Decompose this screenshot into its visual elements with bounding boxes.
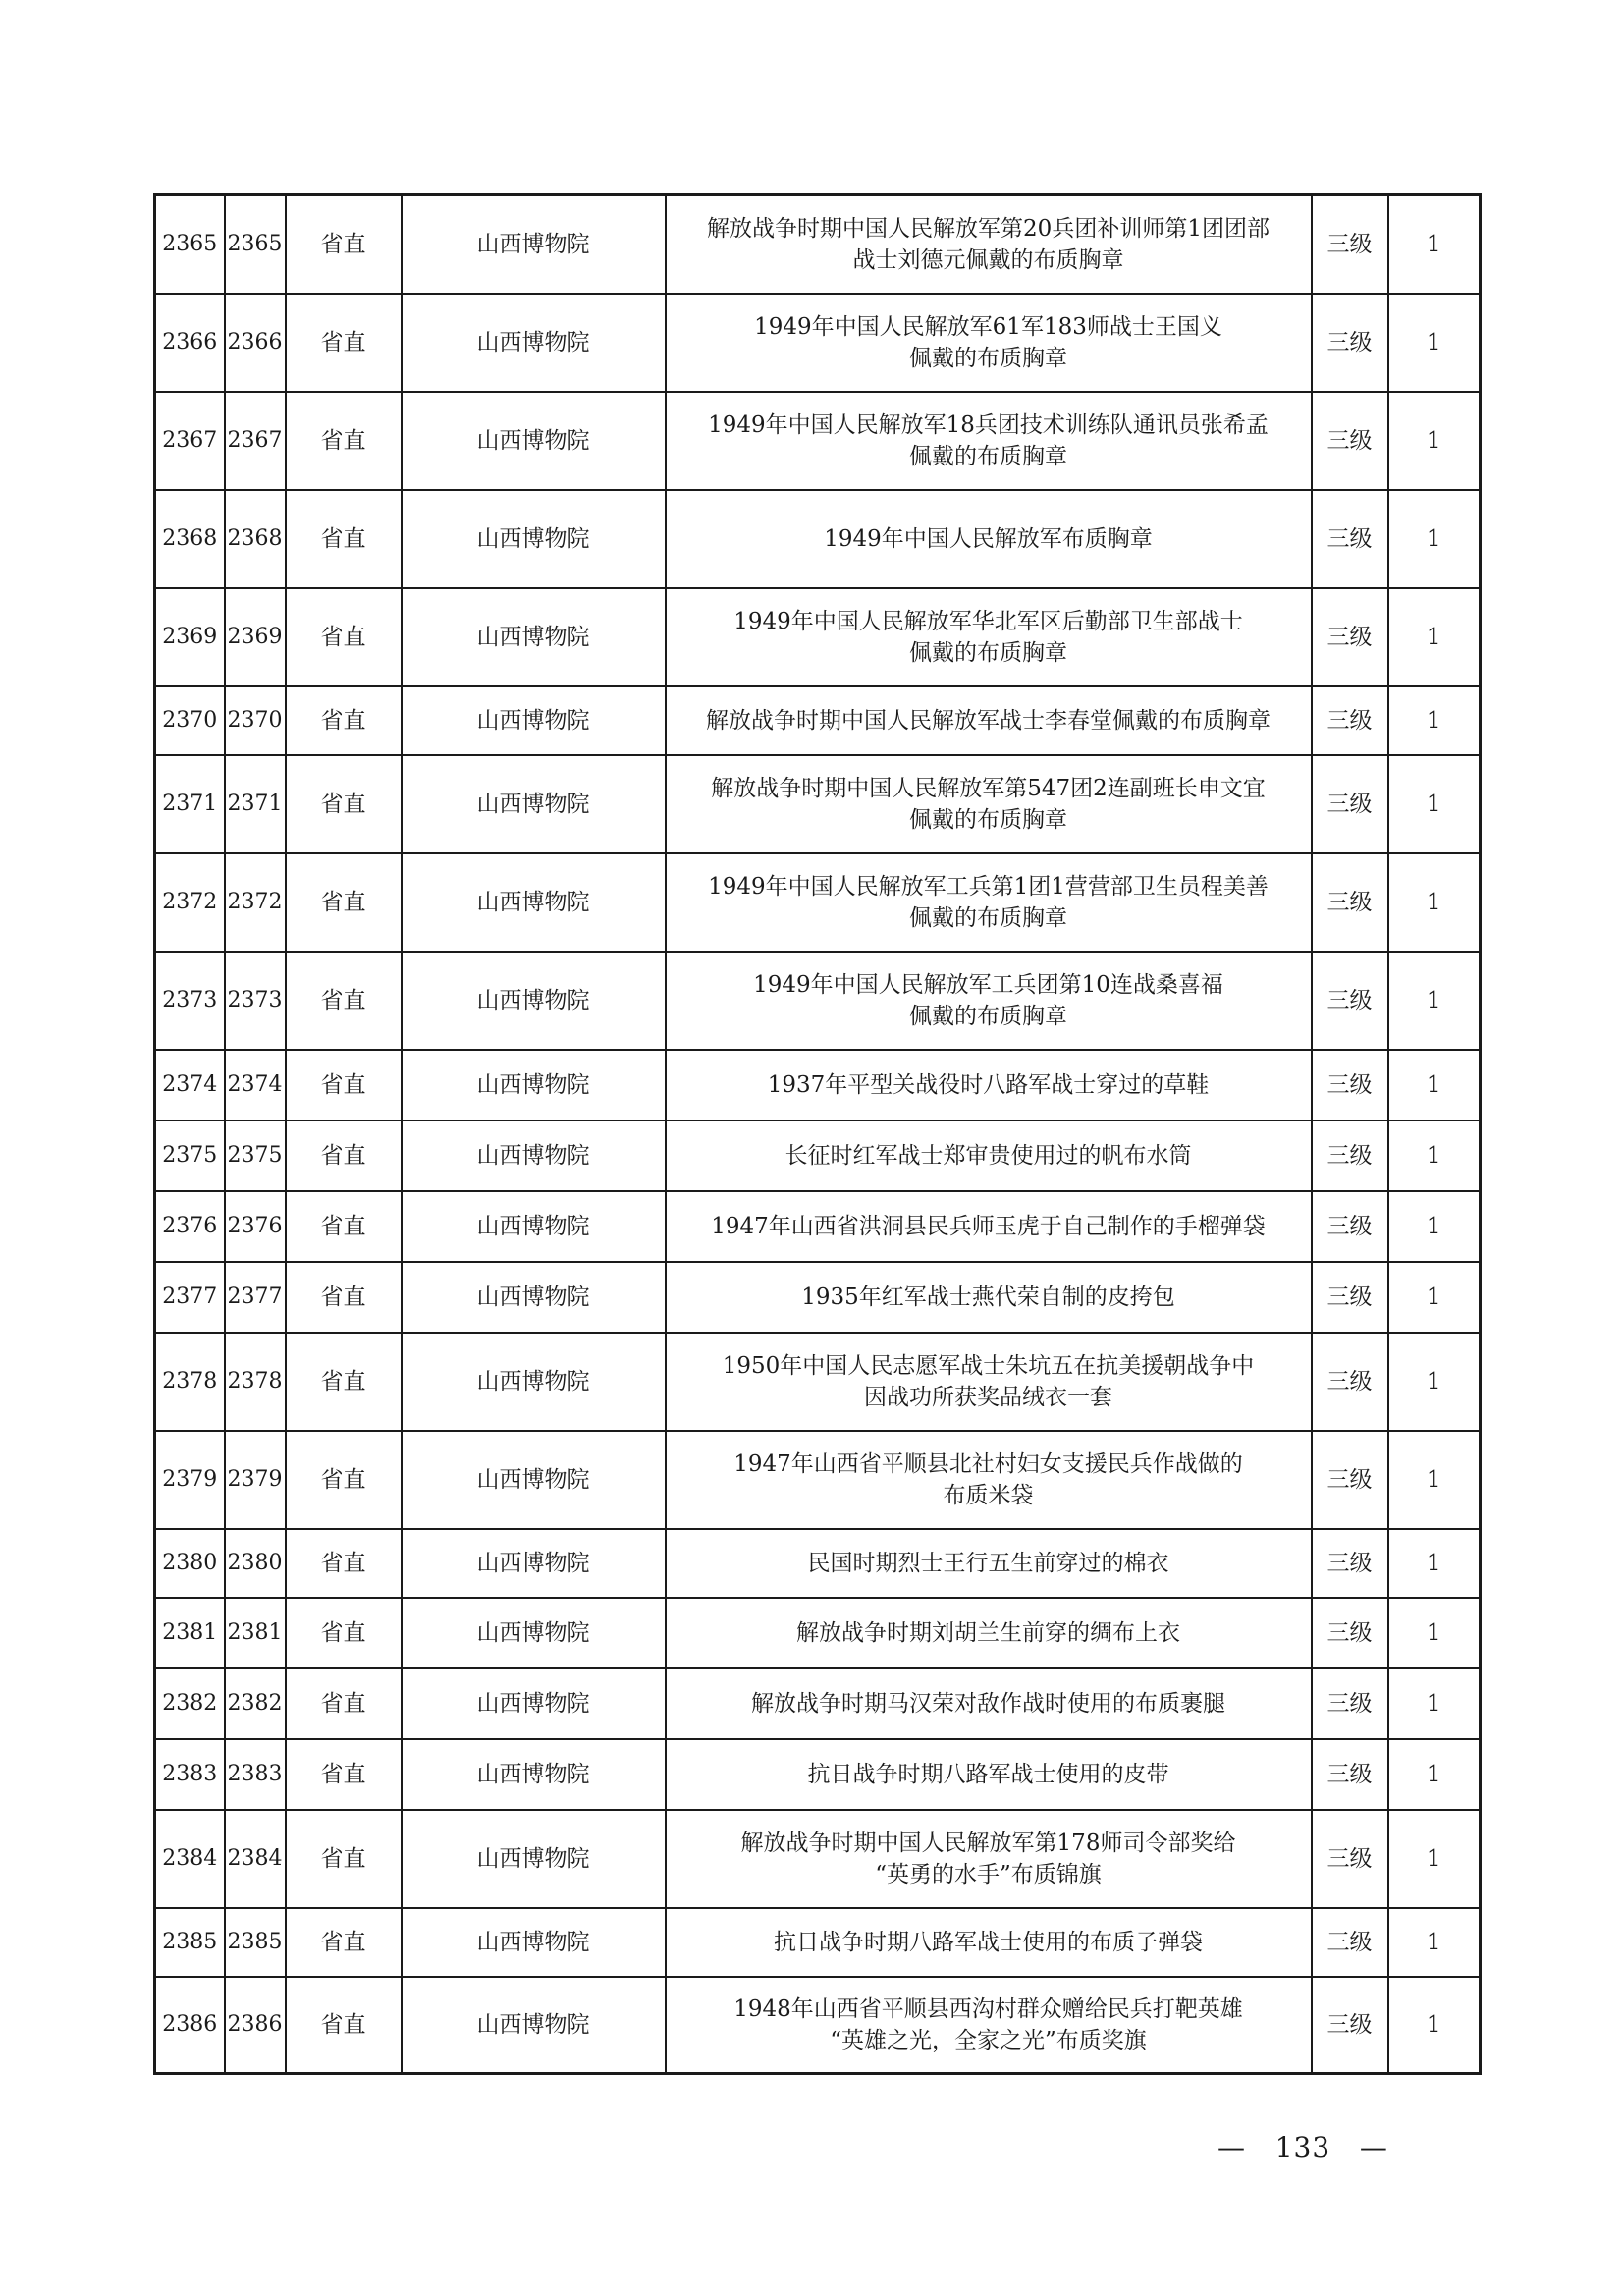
table-row bbox=[155, 392, 1481, 490]
footer-dash-right: — bbox=[1359, 2131, 1388, 2163]
table-row bbox=[155, 853, 1481, 952]
table-row bbox=[155, 1262, 1481, 1333]
table-row bbox=[155, 490, 1481, 588]
grade-cell: 三级 bbox=[1312, 490, 1388, 588]
relic-name-line: 解放战争时期中国人民解放军战士李春堂佩戴的布质胸章 bbox=[706, 708, 1271, 734]
holding-unit-cell: 山西博物院 bbox=[402, 490, 666, 588]
item-number-cell: 2384 bbox=[225, 1810, 286, 1908]
relic-name-cell bbox=[666, 1262, 1312, 1333]
holding-unit-cell: 山西博物院 bbox=[402, 1333, 666, 1431]
relic-register-sheet bbox=[153, 193, 1479, 2075]
table-row bbox=[155, 1121, 1481, 1191]
region-cell: 省直 bbox=[286, 1262, 402, 1333]
quantity-cell: 1 bbox=[1388, 1668, 1481, 1739]
holding-unit-cell: 山西博物院 bbox=[402, 294, 666, 392]
region-cell: 省直 bbox=[286, 1050, 402, 1121]
relic-name-cell bbox=[666, 1333, 1312, 1431]
holding-unit-cell: 山西博物院 bbox=[402, 952, 666, 1050]
region-cell: 省直 bbox=[286, 490, 402, 588]
relic-name-cell bbox=[666, 1810, 1312, 1908]
grade-cell: 三级 bbox=[1312, 755, 1388, 853]
relic-name-line: 佩戴的布质胸章 bbox=[909, 346, 1067, 371]
relic-name-cell bbox=[666, 1739, 1312, 1810]
table-row bbox=[155, 686, 1481, 755]
region-cell: 省直 bbox=[286, 1598, 402, 1668]
grade-cell: 三级 bbox=[1312, 195, 1388, 295]
grade-cell: 三级 bbox=[1312, 588, 1388, 686]
item-number-cell: 2365 bbox=[225, 195, 286, 295]
quantity-cell: 1 bbox=[1388, 686, 1481, 755]
seq-cell: 2382 bbox=[155, 1668, 225, 1739]
relic-name-line: 因战功所获奖品绒衣一套 bbox=[864, 1385, 1112, 1410]
seq-cell: 2379 bbox=[155, 1431, 225, 1529]
region-cell: 省直 bbox=[286, 1529, 402, 1598]
table-row bbox=[155, 588, 1481, 686]
grade-cell: 三级 bbox=[1312, 1262, 1388, 1333]
quantity-cell: 1 bbox=[1388, 952, 1481, 1050]
relic-name-cell bbox=[666, 1191, 1312, 1262]
relic-name-line: 解放战争时期中国人民解放军第178师司令部奖给 bbox=[740, 1831, 1236, 1856]
table-row bbox=[155, 1810, 1481, 1908]
region-cell: 省直 bbox=[286, 686, 402, 755]
region-cell: 省直 bbox=[286, 1121, 402, 1191]
grade-cell: 三级 bbox=[1312, 1598, 1388, 1668]
holding-unit-cell: 山西博物院 bbox=[402, 1050, 666, 1121]
quantity-cell: 1 bbox=[1388, 588, 1481, 686]
table-row bbox=[155, 1191, 1481, 1262]
item-number-cell: 2376 bbox=[225, 1191, 286, 1262]
page-footer bbox=[1217, 2131, 1388, 2163]
grade-cell: 三级 bbox=[1312, 952, 1388, 1050]
relic-name-cell bbox=[666, 952, 1312, 1050]
holding-unit-cell: 山西博物院 bbox=[402, 1431, 666, 1529]
quantity-cell: 1 bbox=[1388, 490, 1481, 588]
relic-name-line: 佩戴的布质胸章 bbox=[909, 640, 1067, 666]
holding-unit-cell: 山西博物院 bbox=[402, 755, 666, 853]
seq-cell: 2386 bbox=[155, 1977, 225, 2074]
relic-name-line: 1949年中国人民解放军布质胸章 bbox=[824, 526, 1153, 552]
holding-unit-cell: 山西博物院 bbox=[402, 1529, 666, 1598]
holding-unit-cell: 山西博物院 bbox=[402, 1810, 666, 1908]
quantity-cell: 1 bbox=[1388, 1598, 1481, 1668]
quantity-cell: 1 bbox=[1388, 1529, 1481, 1598]
seq-cell: 2377 bbox=[155, 1262, 225, 1333]
table-row bbox=[155, 1050, 1481, 1121]
table-row bbox=[155, 1598, 1481, 1668]
holding-unit-cell: 山西博物院 bbox=[402, 1262, 666, 1333]
region-cell: 省直 bbox=[286, 853, 402, 952]
holding-unit-cell: 山西博物院 bbox=[402, 1739, 666, 1810]
table-row bbox=[155, 1908, 1481, 1977]
grade-cell: 三级 bbox=[1312, 294, 1388, 392]
seq-cell: 2385 bbox=[155, 1908, 225, 1977]
relic-name-line: 佩戴的布质胸章 bbox=[909, 807, 1067, 833]
quantity-cell: 1 bbox=[1388, 1431, 1481, 1529]
relic-name-line: 佩戴的布质胸章 bbox=[909, 444, 1067, 469]
table-row bbox=[155, 195, 1481, 295]
item-number-cell: 2370 bbox=[225, 686, 286, 755]
region-cell: 省直 bbox=[286, 952, 402, 1050]
region-cell: 省直 bbox=[286, 1191, 402, 1262]
seq-cell: 2365 bbox=[155, 195, 225, 295]
relic-name-line: 佩戴的布质胸章 bbox=[909, 905, 1067, 931]
relic-table bbox=[153, 193, 1482, 2075]
seq-cell: 2375 bbox=[155, 1121, 225, 1191]
item-number-cell: 2368 bbox=[225, 490, 286, 588]
region-cell: 省直 bbox=[286, 1739, 402, 1810]
holding-unit-cell: 山西博物院 bbox=[402, 588, 666, 686]
relic-name-cell bbox=[666, 195, 1312, 295]
item-number-cell: 2378 bbox=[225, 1333, 286, 1431]
seq-cell: 2383 bbox=[155, 1739, 225, 1810]
relic-name-line: 佩戴的布质胸章 bbox=[909, 1004, 1067, 1029]
relic-name-cell bbox=[666, 1908, 1312, 1977]
region-cell: 省直 bbox=[286, 392, 402, 490]
relic-name-line: 布质米袋 bbox=[943, 1483, 1034, 1508]
region-cell: 省直 bbox=[286, 195, 402, 295]
relic-name-line: 解放战争时期马汉荣对敌作战时使用的布质裹腿 bbox=[751, 1691, 1225, 1717]
quantity-cell: 1 bbox=[1388, 1908, 1481, 1977]
table-row bbox=[155, 1333, 1481, 1431]
item-number-cell: 2379 bbox=[225, 1431, 286, 1529]
seq-cell: 2374 bbox=[155, 1050, 225, 1121]
relic-name-cell bbox=[666, 490, 1312, 588]
holding-unit-cell: 山西博物院 bbox=[402, 392, 666, 490]
relic-name-line: 民国时期烈士王行五生前穿过的棉衣 bbox=[807, 1551, 1169, 1576]
item-number-cell: 2377 bbox=[225, 1262, 286, 1333]
item-number-cell: 2382 bbox=[225, 1668, 286, 1739]
quantity-cell: 1 bbox=[1388, 294, 1481, 392]
seq-cell: 2372 bbox=[155, 853, 225, 952]
relic-name-line: 抗日战争时期八路军战士使用的皮带 bbox=[807, 1762, 1169, 1787]
relic-name-cell bbox=[666, 686, 1312, 755]
quantity-cell: 1 bbox=[1388, 1810, 1481, 1908]
relic-name-cell bbox=[666, 294, 1312, 392]
region-cell: 省直 bbox=[286, 294, 402, 392]
table-row bbox=[155, 755, 1481, 853]
relic-name-line: 1949年中国人民解放军华北军区后勤部卫生部战士 bbox=[733, 609, 1243, 634]
holding-unit-cell: 山西博物院 bbox=[402, 1191, 666, 1262]
seq-cell: 2384 bbox=[155, 1810, 225, 1908]
region-cell: 省直 bbox=[286, 588, 402, 686]
relic-name-line: 抗日战争时期八路军战士使用的布质子弹袋 bbox=[774, 1930, 1203, 1955]
item-number-cell: 2366 bbox=[225, 294, 286, 392]
item-number-cell: 2371 bbox=[225, 755, 286, 853]
quantity-cell: 1 bbox=[1388, 1262, 1481, 1333]
grade-cell: 三级 bbox=[1312, 1050, 1388, 1121]
quantity-cell: 1 bbox=[1388, 853, 1481, 952]
grade-cell: 三级 bbox=[1312, 686, 1388, 755]
grade-cell: 三级 bbox=[1312, 1431, 1388, 1529]
grade-cell: 三级 bbox=[1312, 1121, 1388, 1191]
quantity-cell: 1 bbox=[1388, 1739, 1481, 1810]
seq-cell: 2370 bbox=[155, 686, 225, 755]
table-row bbox=[155, 1668, 1481, 1739]
region-cell: 省直 bbox=[286, 1977, 402, 2074]
relic-name-cell bbox=[666, 1121, 1312, 1191]
item-number-cell: 2373 bbox=[225, 952, 286, 1050]
seq-cell: 2373 bbox=[155, 952, 225, 1050]
relic-name-line: 1949年中国人民解放军61军183师战士王国义 bbox=[754, 314, 1222, 340]
seq-cell: 2369 bbox=[155, 588, 225, 686]
grade-cell: 三级 bbox=[1312, 1333, 1388, 1431]
seq-cell: 2366 bbox=[155, 294, 225, 392]
relic-name-cell bbox=[666, 1977, 1312, 2074]
quantity-cell: 1 bbox=[1388, 1191, 1481, 1262]
relic-name-cell bbox=[666, 1529, 1312, 1598]
item-number-cell: 2383 bbox=[225, 1739, 286, 1810]
region-cell: 省直 bbox=[286, 1908, 402, 1977]
relic-name-line: 1947年山西省平顺县北社村妇女支援民兵作战做的 bbox=[733, 1451, 1243, 1477]
seq-cell: 2367 bbox=[155, 392, 225, 490]
relic-name-line: 解放战争时期中国人民解放军第547团2连副班长申文宜 bbox=[711, 776, 1266, 801]
holding-unit-cell: 山西博物院 bbox=[402, 1598, 666, 1668]
table-row bbox=[155, 294, 1481, 392]
grade-cell: 三级 bbox=[1312, 392, 1388, 490]
relic-name-cell bbox=[666, 1431, 1312, 1529]
footer-dash-left: — bbox=[1217, 2131, 1246, 2163]
holding-unit-cell: 山西博物院 bbox=[402, 853, 666, 952]
quantity-cell: 1 bbox=[1388, 392, 1481, 490]
region-cell: 省直 bbox=[286, 1668, 402, 1739]
grade-cell: 三级 bbox=[1312, 1668, 1388, 1739]
seq-cell: 2376 bbox=[155, 1191, 225, 1262]
holding-unit-cell: 山西博物院 bbox=[402, 1977, 666, 2074]
relic-name-line: 战士刘德元佩戴的布质胸章 bbox=[852, 247, 1124, 273]
table-row bbox=[155, 1977, 1481, 2074]
region-cell: 省直 bbox=[286, 1431, 402, 1529]
seq-cell: 2378 bbox=[155, 1333, 225, 1431]
grade-cell: 三级 bbox=[1312, 1810, 1388, 1908]
relic-name-cell bbox=[666, 588, 1312, 686]
item-number-cell: 2381 bbox=[225, 1598, 286, 1668]
relic-name-line: 解放战争时期刘胡兰生前穿的绸布上衣 bbox=[796, 1620, 1180, 1646]
relic-name-line: 1948年山西省平顺县西沟村群众赠给民兵打靶英雄 bbox=[733, 1996, 1243, 2022]
relic-name-cell bbox=[666, 755, 1312, 853]
relic-name-line: “英雄之光，全家之光”布质奖旗 bbox=[830, 2028, 1147, 2053]
table-row bbox=[155, 1739, 1481, 1810]
relic-name-line: 1949年中国人民解放军工兵团第10连战桑喜福 bbox=[753, 972, 1223, 998]
item-number-cell: 2372 bbox=[225, 853, 286, 952]
item-number-cell: 2386 bbox=[225, 1977, 286, 2074]
relic-name-cell bbox=[666, 1050, 1312, 1121]
relic-name-line: “英勇的水手”布质锦旗 bbox=[875, 1862, 1102, 1887]
item-number-cell: 2380 bbox=[225, 1529, 286, 1598]
quantity-cell: 1 bbox=[1388, 1333, 1481, 1431]
relic-table-body bbox=[155, 195, 1481, 2074]
relic-name-line: 1950年中国人民志愿军战士朱坑五在抗美援朝战争中 bbox=[722, 1353, 1255, 1379]
grade-cell: 三级 bbox=[1312, 1739, 1388, 1810]
item-number-cell: 2369 bbox=[225, 588, 286, 686]
relic-name-line: 1949年中国人民解放军工兵第1团1营营部卫生员程美善 bbox=[708, 874, 1269, 900]
relic-name-line: 长征时红军战士郑审贵使用过的帆布水筒 bbox=[784, 1143, 1192, 1169]
seq-cell: 2380 bbox=[155, 1529, 225, 1598]
seq-cell: 2368 bbox=[155, 490, 225, 588]
region-cell: 省直 bbox=[286, 755, 402, 853]
item-number-cell: 2367 bbox=[225, 392, 286, 490]
seq-cell: 2371 bbox=[155, 755, 225, 853]
quantity-cell: 1 bbox=[1388, 1977, 1481, 2074]
quantity-cell: 1 bbox=[1388, 755, 1481, 853]
relic-name-cell bbox=[666, 853, 1312, 952]
seq-cell: 2381 bbox=[155, 1598, 225, 1668]
item-number-cell: 2385 bbox=[225, 1908, 286, 1977]
quantity-cell: 1 bbox=[1388, 1121, 1481, 1191]
holding-unit-cell: 山西博物院 bbox=[402, 686, 666, 755]
table-row bbox=[155, 952, 1481, 1050]
relic-name-line: 1935年红军战士燕代荣自制的皮挎包 bbox=[801, 1285, 1175, 1310]
table-row bbox=[155, 1431, 1481, 1529]
relic-name-line: 1949年中国人民解放军18兵团技术训练队通讯员张希孟 bbox=[708, 412, 1269, 438]
holding-unit-cell: 山西博物院 bbox=[402, 1908, 666, 1977]
region-cell: 省直 bbox=[286, 1810, 402, 1908]
grade-cell: 三级 bbox=[1312, 1529, 1388, 1598]
relic-name-line: 1947年山西省洪洞县民兵师玉虎于自己制作的手榴弹袋 bbox=[711, 1214, 1266, 1239]
relic-name-cell bbox=[666, 392, 1312, 490]
relic-name-cell bbox=[666, 1598, 1312, 1668]
relic-name-cell bbox=[666, 1668, 1312, 1739]
holding-unit-cell: 山西博物院 bbox=[402, 1668, 666, 1739]
page-number: 133 bbox=[1274, 2131, 1331, 2163]
grade-cell: 三级 bbox=[1312, 853, 1388, 952]
relic-name-line: 解放战争时期中国人民解放军第20兵团补训师第1团团部 bbox=[707, 216, 1270, 242]
grade-cell: 三级 bbox=[1312, 1908, 1388, 1977]
holding-unit-cell: 山西博物院 bbox=[402, 1121, 666, 1191]
relic-name-line: 1937年平型关战役时八路军战士穿过的草鞋 bbox=[767, 1072, 1210, 1098]
quantity-cell: 1 bbox=[1388, 195, 1481, 295]
grade-cell: 三级 bbox=[1312, 1977, 1388, 2074]
table-row bbox=[155, 1529, 1481, 1598]
grade-cell: 三级 bbox=[1312, 1191, 1388, 1262]
item-number-cell: 2374 bbox=[225, 1050, 286, 1121]
region-cell: 省直 bbox=[286, 1333, 402, 1431]
quantity-cell: 1 bbox=[1388, 1050, 1481, 1121]
holding-unit-cell: 山西博物院 bbox=[402, 195, 666, 295]
item-number-cell: 2375 bbox=[225, 1121, 286, 1191]
